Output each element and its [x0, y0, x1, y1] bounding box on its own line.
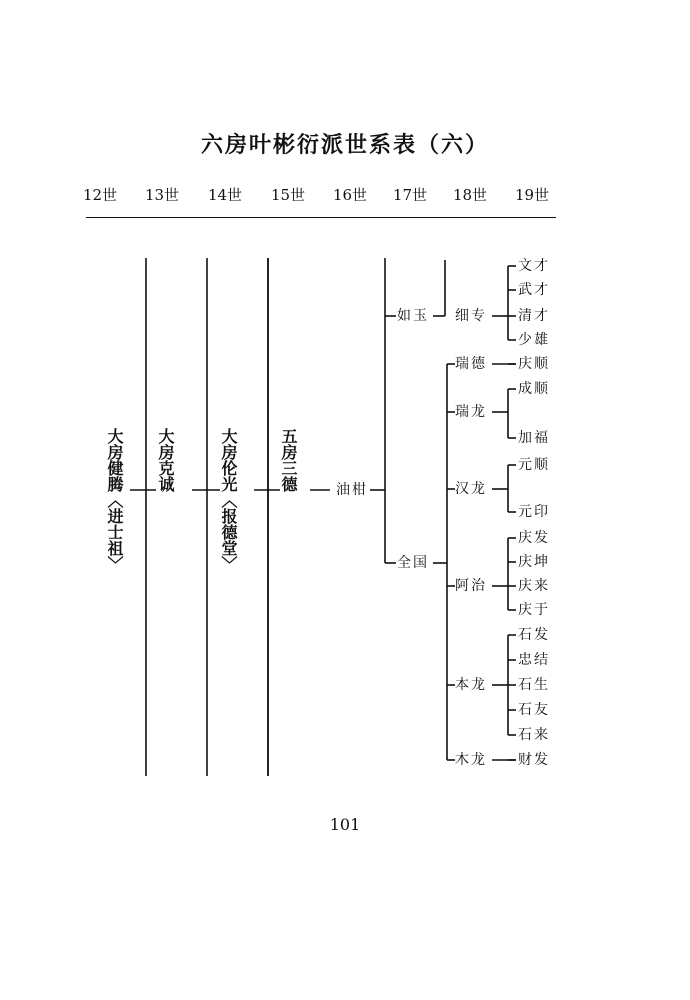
member-gen18-5: 本龙: [455, 677, 487, 693]
ancestor-13: 大房克诚: [156, 428, 175, 492]
generation-label-17: 17世: [392, 186, 428, 204]
member-gen19-4-0: 庆发: [518, 530, 550, 546]
generation-label-12: 12世: [82, 186, 118, 204]
member-gen19-0-1: 武才: [518, 282, 550, 298]
member-gen19-3-0: 元顺: [518, 457, 550, 473]
member-gen18-4: 阿治: [455, 578, 487, 594]
member-gen19-4-3: 庆于: [518, 602, 550, 618]
member-gen18-0: 细专: [455, 308, 487, 324]
ancestor-14: 大房伦光︿报德堂﹀: [219, 428, 238, 572]
member-gen16: 油柑: [336, 482, 368, 498]
member-gen19-1-0: 庆顺: [518, 356, 550, 372]
member-gen17-1: 全国: [397, 555, 429, 571]
member-gen19-0-2: 清才: [518, 308, 550, 324]
generation-label-14: 14世: [207, 186, 243, 204]
member-gen19-5-1: 忠结: [518, 652, 550, 668]
member-gen19-0-0: 文才: [518, 258, 550, 274]
member-gen19-5-0: 石发: [518, 627, 550, 643]
member-gen18-6: 木龙: [455, 752, 487, 768]
generation-label-15: 15世: [270, 186, 306, 204]
member-gen19-2-0: 成顺: [518, 381, 550, 397]
generation-label-16: 16世: [332, 186, 368, 204]
page-number: 101: [329, 815, 361, 834]
page-title: 六房叶彬衍派世系表（六）: [200, 133, 489, 158]
generation-label-13: 13世: [144, 186, 180, 204]
member-gen19-3-1: 元印: [518, 504, 550, 520]
generation-label-19: 19世: [514, 186, 550, 204]
member-gen19-5-2: 石生: [518, 677, 550, 693]
ancestor-15: 五房三德: [279, 428, 298, 492]
generation-label-18: 18世: [452, 186, 488, 204]
member-gen19-4-2: 庆来: [518, 578, 550, 594]
member-gen19-0-3: 少雄: [518, 332, 550, 348]
member-gen18-1: 瑞德: [455, 356, 487, 372]
member-gen19-6-0: 财发: [518, 752, 550, 768]
member-gen17-0: 如玉: [397, 308, 429, 324]
member-gen19-5-4: 石来: [518, 727, 550, 743]
member-gen18-3: 汉龙: [455, 481, 487, 497]
member-gen19-2-1: 加福: [518, 430, 550, 446]
ancestor-12: 大房健腾︿进士祖﹀: [105, 428, 124, 572]
member-gen19-4-1: 庆坤: [518, 554, 550, 570]
member-gen19-5-3: 石友: [518, 702, 550, 718]
member-gen18-2: 瑞龙: [455, 404, 487, 420]
